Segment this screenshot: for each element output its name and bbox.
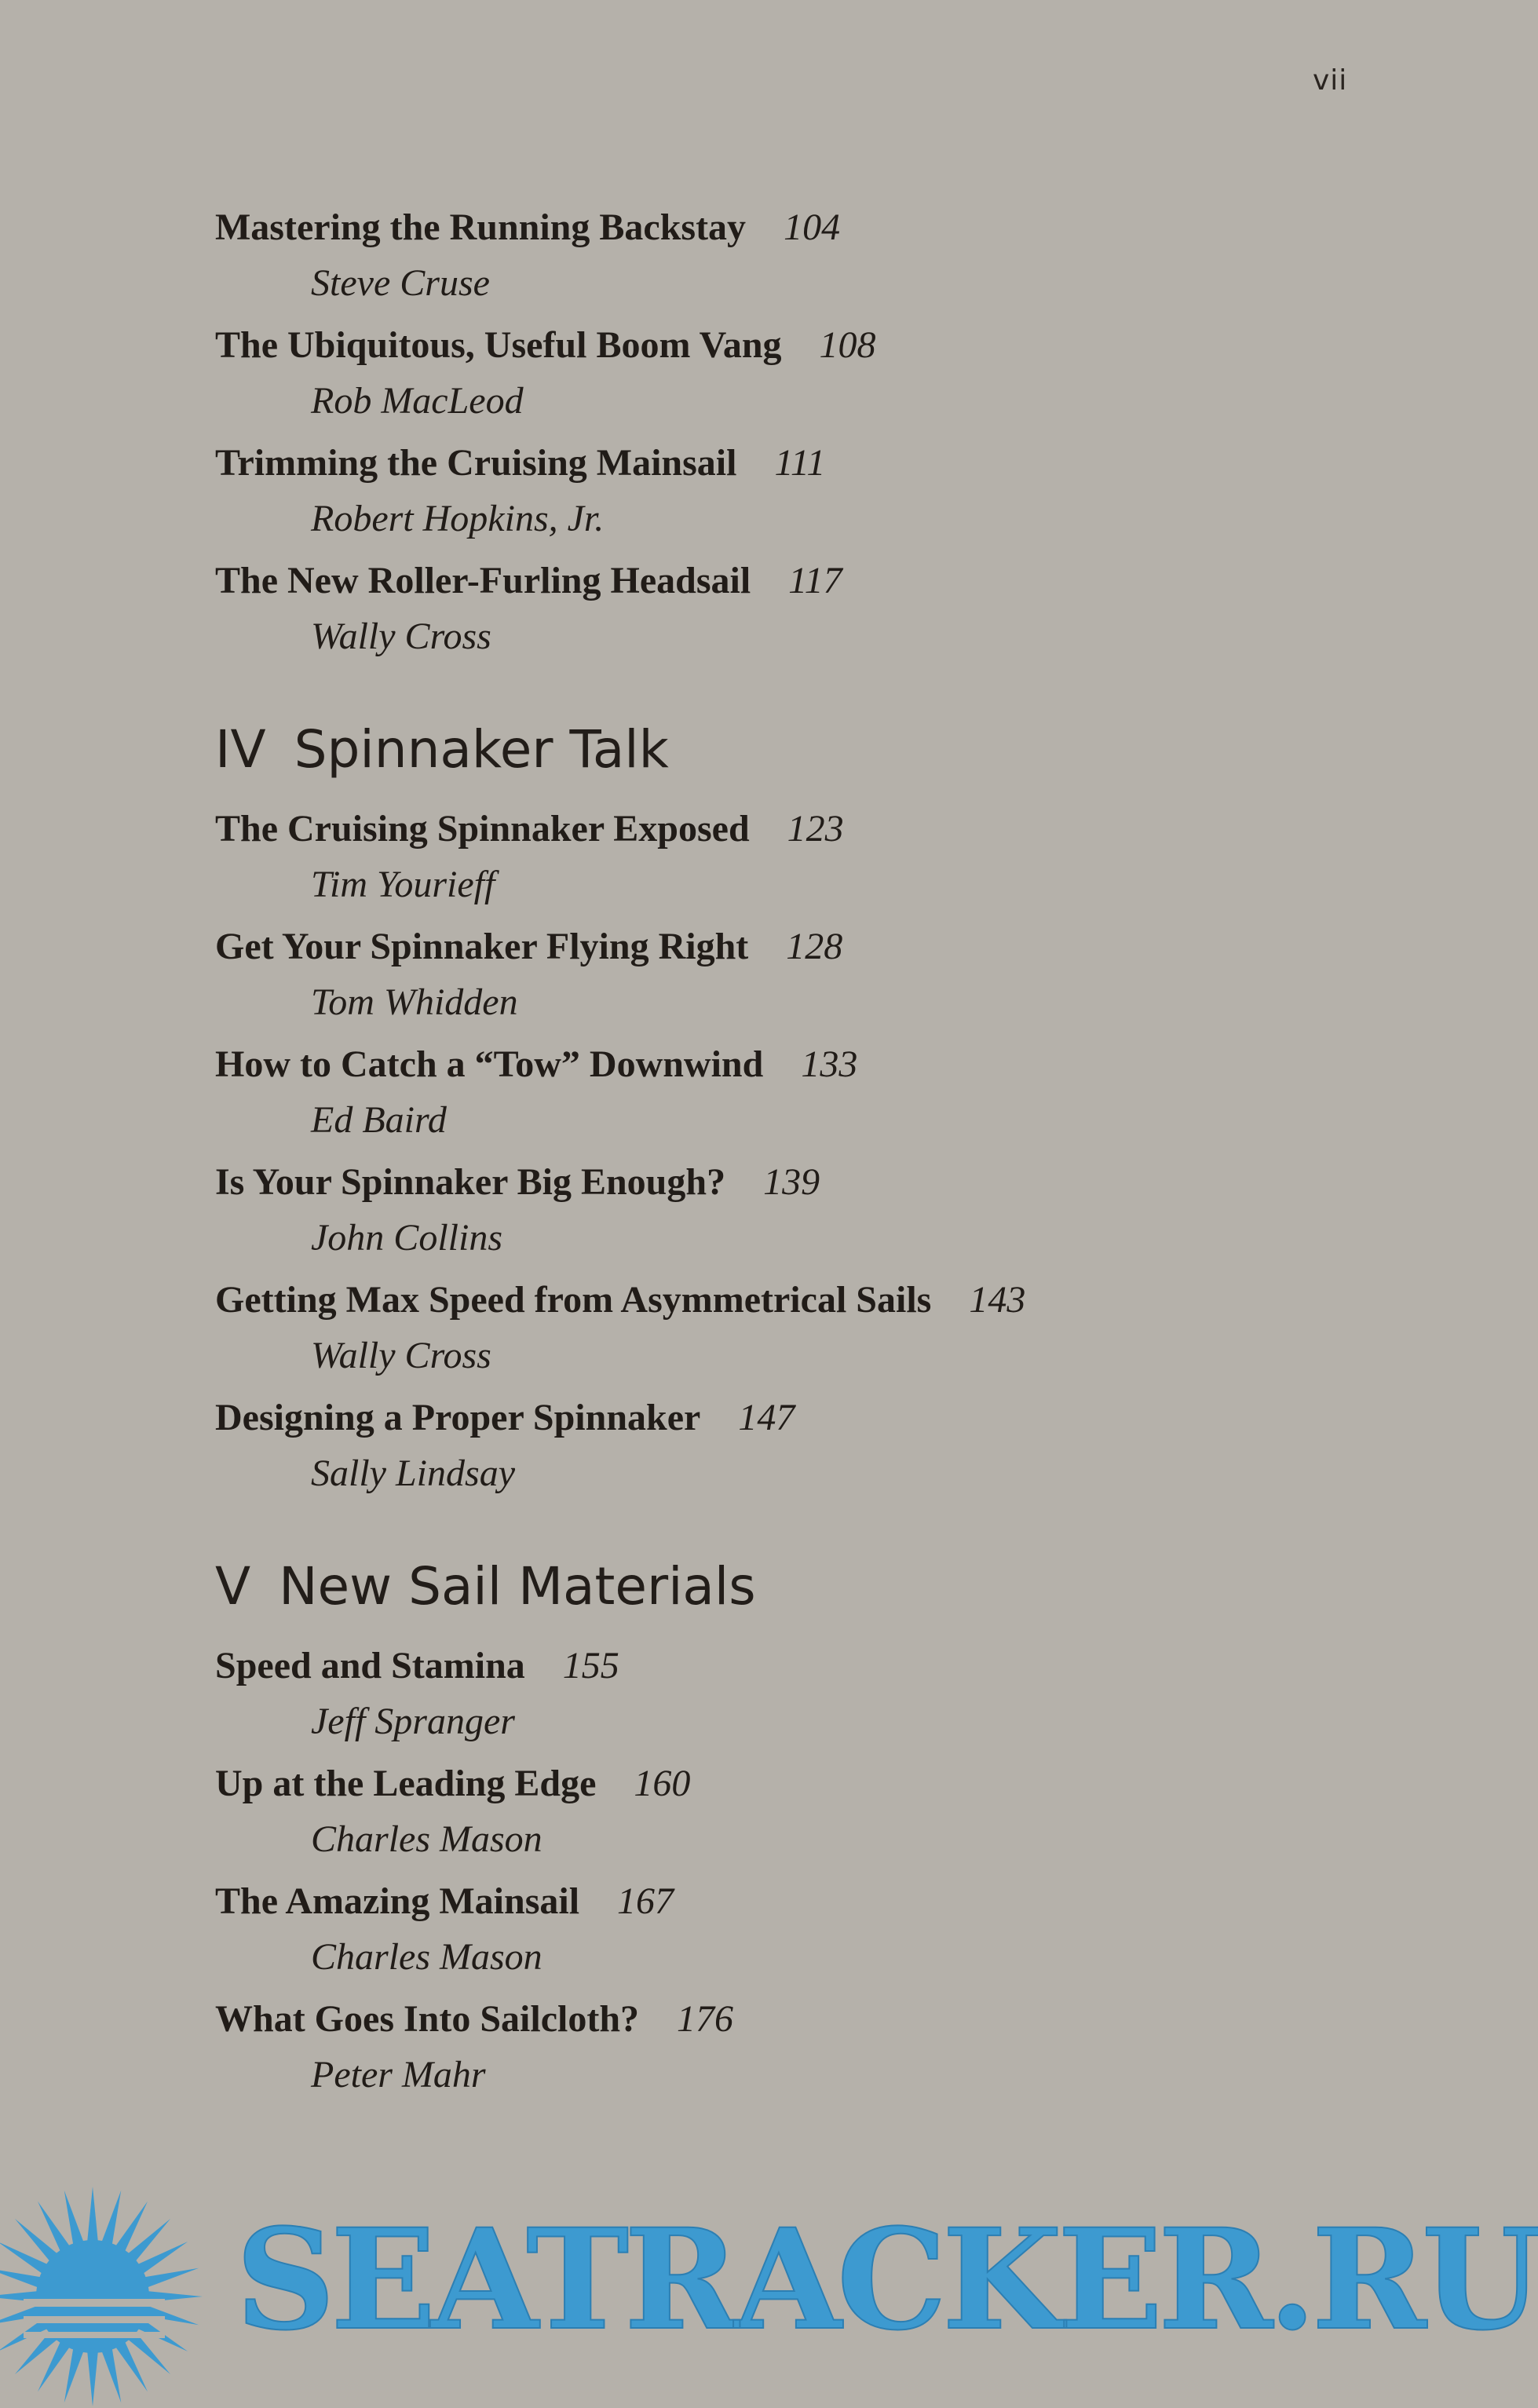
entry-author: Charles Mason (311, 1818, 543, 1860)
entry-author: Charles Mason (311, 1936, 543, 1978)
section-title: New Sail Materials (279, 1556, 756, 1617)
toc-entry[interactable] (215, 1036, 1393, 1154)
entry-page-number: 155 (562, 1645, 619, 1686)
entry-title: The Ubiquitous, Useful Boom Vang (215, 324, 782, 366)
entry-page-number: 133 (801, 1043, 858, 1085)
toc-entry[interactable] (215, 801, 1393, 919)
toc-section-continued (215, 199, 1393, 671)
toc-entry[interactable] (215, 919, 1393, 1036)
toc-entry[interactable] (215, 1390, 1393, 1507)
toc-entry[interactable] (215, 1873, 1393, 1991)
entry-author: Sally Lindsay (311, 1452, 515, 1494)
entry-title: Up at the Leading Edge (215, 1763, 597, 1804)
entry-author: Robert Hopkins, Jr. (311, 498, 605, 539)
toc-entry[interactable] (215, 1638, 1393, 1756)
entry-page-number: 108 (819, 324, 876, 366)
entry-page-number: 160 (634, 1763, 691, 1804)
table-of-contents (215, 199, 1393, 2109)
entry-page-number: 104 (784, 206, 841, 248)
toc-entry[interactable] (215, 317, 1393, 435)
entry-author: Wally Cross (311, 1335, 491, 1376)
entry-title: Is Your Spinnaker Big Enough? (215, 1161, 726, 1203)
toc-entry[interactable] (215, 1272, 1393, 1390)
watermark-text: SEATRACKER.RU (236, 2198, 1538, 2361)
entry-title: Mastering the Running Backstay (215, 206, 747, 248)
sun-ray (87, 2351, 98, 2406)
sun-burst-icon (0, 2175, 236, 2408)
sun-ray (101, 2191, 121, 2245)
sun-ray (144, 2268, 199, 2288)
sun-ray (87, 2187, 98, 2242)
section-numeral: V (215, 1556, 251, 1617)
entry-title: The Cruising Spinnaker Exposed (215, 808, 750, 850)
toc-entry[interactable] (215, 1154, 1393, 1272)
entry-page-number: 117 (788, 560, 842, 601)
section-numeral: IV (215, 719, 266, 780)
entry-title: The Amazing Mainsail (215, 1880, 580, 1922)
entry-author: Steve Cruse (311, 262, 490, 304)
sun-ray (64, 2348, 84, 2403)
entry-title: Getting Max Speed from Asymmetrical Sails (215, 1279, 932, 1321)
entry-page-number: 123 (787, 808, 844, 850)
entry-page-number: 147 (738, 1397, 795, 1438)
entry-author: Ed Baird (311, 1099, 447, 1141)
entry-title: Get Your Spinnaker Flying Right (215, 926, 749, 967)
toc-entry[interactable] (215, 1756, 1393, 1873)
entry-title: Designing a Proper Spinnaker (215, 1397, 701, 1438)
toc-entry[interactable] (215, 1991, 1393, 2109)
toc-entry[interactable] (215, 553, 1393, 671)
entry-author: Peter Mahr (311, 2054, 486, 2096)
section-title: Spinnaker Talk (294, 719, 669, 780)
entry-title: What Goes Into Sailcloth? (215, 1998, 640, 2040)
entry-author: Tom Whidden (311, 981, 518, 1023)
sun-ray (101, 2348, 121, 2403)
toc-section-v (215, 1556, 1393, 2109)
toc-entry[interactable] (215, 435, 1393, 553)
entry-author: Rob MacLeod (311, 380, 524, 422)
entry-page-number: 111 (774, 442, 826, 484)
entry-page-number: 167 (617, 1880, 674, 1922)
toc-entry[interactable] (215, 199, 1393, 317)
sun-ray (0, 2268, 41, 2288)
entry-author: John Collins (311, 1217, 503, 1259)
entry-author: Jeff Spranger (311, 1701, 515, 1742)
entry-author: Wally Cross (311, 616, 491, 657)
entry-page-number: 128 (786, 926, 843, 967)
entry-title: The New Roller-Furling Headsail (215, 560, 751, 601)
watermark (0, 2175, 1538, 2408)
section-heading (215, 719, 1393, 785)
sun-ray (64, 2191, 84, 2245)
section-heading (215, 1556, 1393, 1622)
entry-title: Trimming the Cruising Mainsail (215, 442, 737, 484)
entry-page-number: 143 (969, 1279, 1026, 1321)
entry-page-number: 176 (677, 1998, 734, 2040)
page-number: vii (1313, 64, 1348, 97)
toc-section-iv (215, 719, 1393, 1507)
entry-page-number: 139 (763, 1161, 820, 1203)
entry-title: Speed and Stamina (215, 1645, 525, 1686)
entry-author: Tim Yourieff (311, 864, 495, 905)
entry-title: How to Catch a “Tow” Downwind (215, 1043, 764, 1085)
